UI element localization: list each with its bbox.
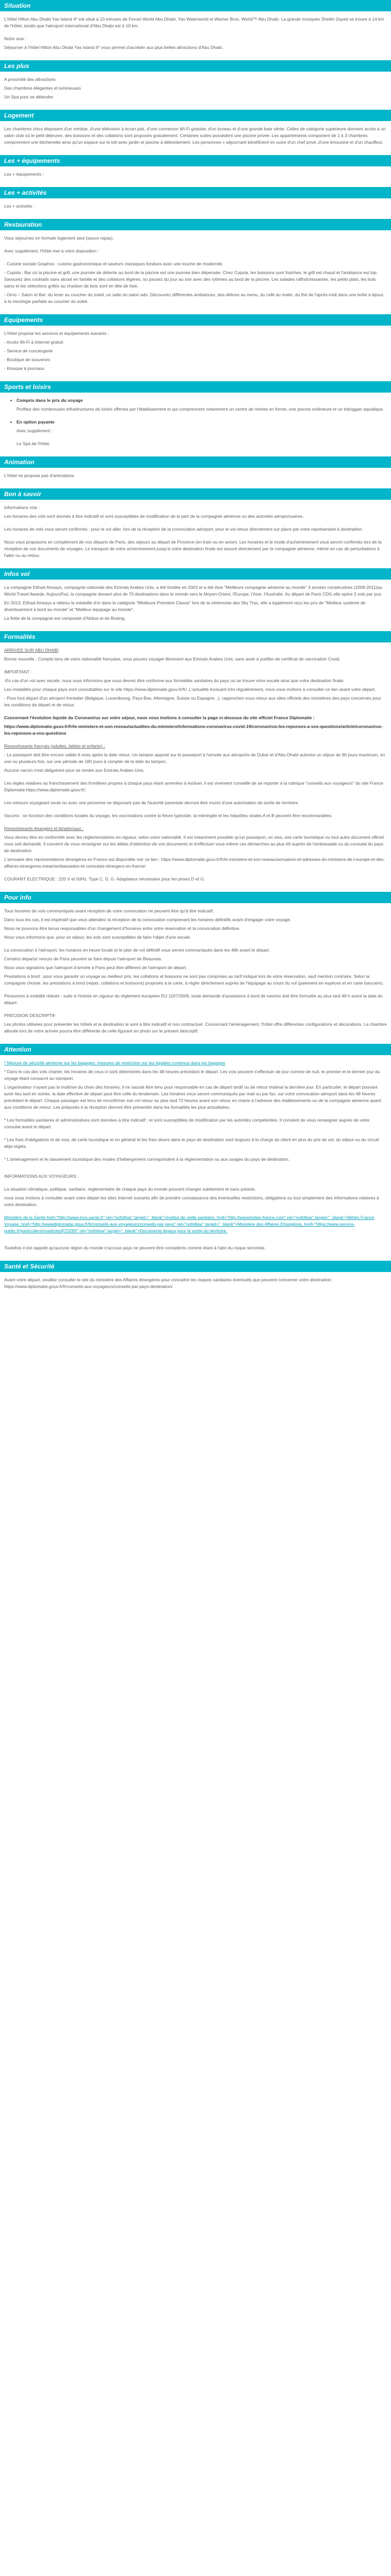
plus-section <box>0 60 391 110</box>
pourinfo-heading: PRECISION DESCRIPTIF <box>4 1013 56 1018</box>
section-title-pourinfo: Pour info <box>0 892 391 903</box>
situation-avis: Séjourner à l'hôtel Hilton Abu Dhabi Yas Island 4* vous permet d'accéder aux plus belles attractions d'Abu Dhabi. <box>4 45 223 50</box>
section-title-situation: Situation <box>0 0 391 11</box>
activites-plus-text: Les + activités : <box>4 204 35 209</box>
attention-text: * Dans le cas des vols charter, les horaires de ceux-ci sont déterminés dans les 48 heures précédant le départ. Les vols peuvent s'effectuer de jour comme de nuit, le premier et le dernier jour du voyage étant consacré au transport. <box>4 1069 380 1081</box>
formalites-heading: IMPORTANT : <box>4 669 32 674</box>
attention-text: nous vous invitons à consulter avant votre départ les sites Internet suivants afin de prendre connaissance des éventuelles restrictions, obligations ou tout simplement des informations relatives à votre destination. <box>4 1195 379 1207</box>
logement-section <box>0 110 391 155</box>
formalites-text: Les modalités pour chaque pays sont consultables sur le site https://www.diplomatie.gouv.fr/fr/. L'actualité évoluant très régulièrement, nous vous invitons à consulter ce lien avant votre départ. <box>4 687 376 692</box>
bonasavoir-text: Les horaires de vols vous seront confirmés : pour le vol aller, lors de la réception de la convocation aéroport, pour le vol retour directement sur place par votre représentant à destination. <box>4 527 363 532</box>
activites-plus-section <box>0 187 391 219</box>
situation-avis-label: Notre avis : <box>4 36 26 41</box>
infosvol-text: La flotte de la compagnie est composée d'Airbus et de Boeing. <box>4 616 126 621</box>
situation-text: L'hôtel Hilton Abu Dhabi Yas Island 4* est situé à 10 minutes de Ferrari World Abu Dhabi, Yas Waterworld et Warner Bros. World™ Abu Dhabi. La grande mosquée Sheikh Zayed se trouve à 14 km de l'hôtel, tandis que l'aéroport international d'Abu Dhabi est à 10 km. <box>4 16 384 28</box>
animation-text: L'hôtel ne propose pas d'animations. <box>4 473 75 478</box>
equipement-item: - Kiosque à journaux <box>4 366 44 371</box>
bonasavoir-section <box>0 488 391 568</box>
section-title-infosvol: Infos vol <box>0 568 391 580</box>
situation-section <box>0 0 391 60</box>
pourinfo-text: Nous vous signalons que l'aéroport d'arrivée à Paris peut être différent de l'aéroport de départ. <box>4 965 187 970</box>
attention-text: La situation climatique, politique, sanitaire, réglementaire de chaque pays du monde pouvant changer subitement et sans préavis. <box>4 1187 256 1192</box>
section-title-plus: Les plus <box>0 60 391 72</box>
formalites-text: - Le passeport doit être encore valide 6 mois après la date retour. Un tampon apposé sur le passeport à l'arrivée aux aéroports de Dubaï et d'Abu Dhabi autorise un séjour de 90 jours maximum, en une ou plusieurs fois, sur une période de 180 jours à compter de la date du tampon. <box>4 752 385 764</box>
restaurant-item: - Cupola : Bar où la piscine et grill, une journée de détente au bord de la piscine est une journée bien dépensée. Chez Cupola, les boissons sont fraîches, le grill est chaud et l'ambiance est top. Savourez des cocktails sans alcool en famille et des collations légères, ou passez du jour au soir avec des rythmes au bord de la piscine. Les salades raffraîchissantes, les petits plats, les bols sains et les sélections grillés au charbon de bois sont en tête de liste. <box>4 270 378 289</box>
infosvol-text: En 2013, Etihad Airways a obtenu la médaille d'or dans la catégorie "Meilleure Première Classe" lors de la cérémonie des Sky Trax, elle a également reçu les prix de "Meilleur système de divertissement à bord au monde" et "Meilleur équipage au monde". <box>4 600 366 612</box>
formalites-text-bold: Concernant l'évolution liquide du Coronavirus sur votre séjour, nous vous invitons à consulter la page ci-dessous du site officiel France Diplomatie : <box>4 715 315 720</box>
attention-text: * Les formalités sanitaires et administratives sont données à titre indicatif : et sont susceptibles de modification par les autorités compétentes. Il convient de vous renseigner auprès de votre consulat avant le départ. <box>4 1117 370 1129</box>
sante-text: Avant votre départ, veuillez consulter le site du ministère des Affaires étrangères pour connaître les risques sanitaires éventuels que peuvent concerner votre destination : https://www.diplomatie.gouv.fr/fr/conseils-aux-voyageurs/conseils-par-pays-destination/ <box>4 1277 334 1289</box>
equip-plus-text: Les + équipements : <box>4 172 44 177</box>
formalites-text: Vaccins : se fonction des conditions locales du voyage, les vaccinations contre la fièvre typhoïde, la méningite et les hépatites virales A et B peuvent être recommandées. <box>4 813 333 818</box>
attention-text: * L'aménagement et le classement touristique des modes d'hébergement correspondent à la réglementation ou aux usages du pays de destination. <box>4 1157 290 1162</box>
plus-item: Des chambres élégantes et lumineuses <box>4 86 81 91</box>
section-title-formalites: Formalités <box>0 631 391 642</box>
restaurant-item: - Cuisine sociale Graphox : cuisine gastronomique et saveurs classiques fondues avec une touche de modernité. <box>4 261 223 266</box>
bonasavoir-text: Les horaires des vols sont donnés à titre indicatif et sont susceptibles de modification de la part de la compagnie aérienne ou des autorités aéroportuaires. <box>4 514 304 519</box>
pourinfo-text: Tous horaires de vols communiqués avant réception de votre convocation ne peuvent être qu'à titre indicatif. <box>4 908 214 913</box>
formalites-text: Les règles relatives au franchissement des frontières propres à chaque pays étant amenées à évoluer, il est vivement conseillé de se reporter à la rubrique "conseils aux voyageurs" du site France Diplomatie.https://www.diplomatie.gouv.fr/. <box>4 781 384 792</box>
attention-links-ministeres[interactable]: Ministère de la Santé href="http://www.invs.sante.fr" rel="nofollow" target="_blank">Institut de veille sanitaire, href="http://wwwmeteo-france.com" rel="nofollow" target="_blank">Météo France Voyage, href="http://wwwdiplomatie.gouv.fr/fr/conseils-aux-voyageurs/conseils-par-pays" rel="nofollow" target="_blank">Ministère des Affaires Etrangères, href="https://www.service-public.fr/particuliers/vosdroits/F23283" rel="nofollow" target="_blank">Documents légaux pour la sortie du territoire. <box>4 1215 374 1233</box>
pourinfo-text: Personnes à mobilité réduite : suite à l'entrée en vigueur du règlement européen EU 1107/2006, toute demande d'assistance à bord de navires doit être formulée au plus tard 48 h avant la date du départ. <box>4 993 383 1005</box>
equipement-item: - Accès Wi-Fi à Internet gratuit <box>4 340 63 345</box>
section-title-equipements: Equipements <box>0 314 391 326</box>
attention-link-bagages[interactable]: * Mesure de sécurité aérienne sur les bagages: mesures de restriction sur les liquides contenus dans les bagages <box>4 1060 225 1065</box>
equipement-item: - Boutique de souvenirs <box>4 357 51 362</box>
restaurant-item: - Orno – Salon et Bar: du lever au coucher du soleil, un salle du salon ado. Découvrez différentes ambiances, des délices au menu, du café du matin, du thé de l'après-midi dans une boîte à bijoux à la mixologie parfaite au coucher du soleil. <box>4 292 384 304</box>
bonasavoir-text: Nous vous proposons en complément de nos départs de Paris, des séjours au départ de Province (en train ou en avion). Les horaires et le mode d'acheminement vous seront confirmés lors de la réception de vos documents de voyages. Le transport de votre acheminement jusqu'à votre destination finale est assuré directement par la compagnie aérienne, même en cas de perturbations à l'aller ou au retour. <box>4 539 382 558</box>
animation-section <box>0 456 391 488</box>
pourinfo-text: Prestations à bord : pour vous garantir un voyage au meilleur prix, les collations et boissons ne sont pas comprises au tarif indiqué lors de votre réservation, sauf mention contraire. Selon la compagnie choisie, les prestations à bord (repas, collations et boissons) proposés à la carte, à régler directement auprès de l'équipage au cours du vol (paiement en espèces et en carte bancaire). <box>4 974 384 986</box>
formalites-text: Bonne nouvelle : Compte tenu de votre nationalité française, vous pouvez voyager librement aux Emirats Arabes Unis, sans avoir à justifier de certificat de vaccination Covid. <box>4 656 341 662</box>
section-title-sante: Santé et Sécurité <box>0 1261 391 1272</box>
pourinfo-text: La convocation à l'aéroport, les horaires en heure locale et le plan de vol définitif vous seront communiqués dans les 48h avant le départ. <box>4 947 270 953</box>
pourinfo-section <box>0 892 391 1044</box>
formalites-text: - Pour tout départ d'un aéroport frontalier (Belgique, Luxembourg, Pays-Bas, Allemagne, Suisse ou Espagne...), rapprochez-vous retour aux sites officiels des ministères des pays concernés pour les conditions de départ et de retour. <box>4 696 381 707</box>
section-title-logement: Logement <box>0 110 391 121</box>
equipements-section <box>0 314 391 381</box>
formalites-text: Aucune vaccin n'est obligatoire pour se rendre aux Emirats Arabes Unis. <box>4 768 145 773</box>
formalites-text: -En cas d'un vol avec escale, nous vous informons que vous devrez être conforme aux formalités sanitaires du pays où se trouve votre escale ainsi que votre destination finale. <box>4 678 345 683</box>
sports-included <box>17 397 387 404</box>
formalites-text: Les mineurs voyageant seuls ou avec une personne ne disposant pas de l'autorité parentale devront être munis d'une autorisation de sortie de territoire. <box>4 800 299 805</box>
formalites-link-diplomatie[interactable]: https://www.diplomatie.gouv.fr/fr/le-ministere-et-son-reseau/actualites-du-ministere/informations-coronavirus-covid-19/coronavirus-les-reponses-a-vos-questions/article/coronavirus-les-reponses-a-vos-questions <box>4 724 383 736</box>
section-title-equip-plus: Les + équipements <box>0 155 391 166</box>
sports-list <box>4 419 387 426</box>
equipement-item: - Service de conciergerie <box>4 348 53 353</box>
sports-included-text: Profitez des nombreuses infrastructures de loisirs offertes par l'établissement et qui comprennent notamment un centre de remise en forme, une piscine extérieure et un toboggan aquatique. <box>17 406 384 412</box>
section-title-attention: Attention <box>0 1044 391 1055</box>
logement-text: Les chambres chics disposent d'un minibar, d'une télévision à écran plat, d'une connexion Wi-Fi gratuite, d'un bureau et d'une grande baie vitrée. Celles de catégorie supérieure donnent accès à un salon club où le petit-déjeuner, des boissons et des collations sont proposés gratuitement. Certaines suites possèdent une piscine privée. Les appartements comportent de 1 à 3 chambres comprennent une kitchenette ainsi qu'un espace sur le toit avec jardin et piscine à débordement. Les personnes « séjournant bénéficient en outre d'un chef privé, d'une limousine et d'un chauffeur. <box>4 126 386 145</box>
pourinfo-text: Les photos utilisées pour présenter les hôtels et la destination le sont à titre indicatif et non contractuel. Concernant l'aménagement, l'hôtel offre différentes configurations et décorations. La chambre allouée lors de votre arrivée pourra être différente de celle figurant en photo sur le présent descriptif. <box>4 1022 387 1033</box>
formalites-section <box>0 631 391 892</box>
plus-item: A proximité des attractions <box>4 77 56 82</box>
section-title-activites-plus: Les + activités <box>0 187 391 198</box>
section-title-restauration: Restauration <box>0 219 391 230</box>
restauration-formula: Vous séjournez en formule logement seul (sauce repas). <box>4 235 114 241</box>
infosvol-text: La compagnie Etihad Airways, compagnie nationale des Emirats Arabes Unis, a été fondée en 2003 et a été élue "Meilleure compagnie aérienne au monde" 3 années consécutives (2009-2011)au World Travel Awards. Aujourd'hui, la compagnie dessert plus de 70 destinations dans le monde vers le Moyen-Orient, l'Europe, l'Asie, l'Australie. Au départ de Paris CDG elle opère 2 vols par jour. <box>4 585 383 597</box>
sports-included-title: Compris dans le prix du voyage <box>17 398 83 403</box>
formalites-heading: ARRIVEE SUR ABU DHABI <box>4 648 59 653</box>
attention-text: L'organisateur n'ayant pas la maîtrise du choix des horaires, il ne saurait être tenu pour responsable en cas de départ tardif ou de retour matinal la dernière jour. En particulier, le départ pouvant avoir lieu tard en soirée, la date effective de départ peut être celle du lendemain. Les horaires vous seront communiqués par mail ou par fax, sur votre convocation aéroport dans les 48 heures précédant le départ. Chaque passager est tenu de reconfirmer son vol retour au plus tard 72 heures avant son retour en mairie à l'adresse des établissements ou de la compagnie aérienne quant aux conditions de retour. Les préposés à la réception devront être présentés dans les formalités les plus actualisées. <box>4 1084 381 1110</box>
pourinfo-text: Dans tous les cas, il est impératif que vous attendiez la réception de la convocation comprenant les horaires définitifs avant d'engager votre voyage. <box>4 917 291 922</box>
restauration-supplement: Avec supplément, l'hôtel met à votre disposition : <box>4 248 99 253</box>
equip-plus-section <box>0 155 391 187</box>
bonasavoir-label: Informations vols : <box>4 505 40 510</box>
equipements-intro: L'hôtel propose les services et équipements suivants : <box>4 331 109 336</box>
sports-option-spa: Le Spa de l'hôtel. <box>17 441 51 446</box>
section-title-sports: Sports et loisirs <box>0 381 391 393</box>
attention-text: * Les frais d'obligations et de visa, de carte touristique et en général et les frais divers dans le pays de destination sont toujours à la charge du client en plus du prix de vol, du séjour ou du circuit déjà réglés. <box>4 1137 379 1149</box>
sports-option-title: En option payante <box>17 419 55 425</box>
sports-list <box>4 397 387 404</box>
section-title-bonasavoir: Bon à savoir <box>0 488 391 500</box>
formalites-heading: Ressortissants français (adultes, bébés et enfants) : <box>4 743 105 749</box>
attention-text: Toutefois il est rappelé qu'aucune région du monde n'accuse pays ne peuvent être considérés comme étant à l'abri du risque terroriste. <box>4 1245 266 1250</box>
pourinfo-text: Nous vous informons que, pour ce séjour, les vols sont susceptibles de faire l'objet d'une escale. <box>4 935 191 940</box>
plus-item: Un Spa pour se détendre <box>4 94 53 99</box>
pourinfo-text: Certains départs/ retours de Paris peuvent se faire depuis l'aéroport de Beauvais. <box>4 956 162 961</box>
sante-section <box>0 1261 391 1299</box>
sports-section <box>0 381 391 456</box>
attention-heading: INFORMATIONS AUX VOYAGEURS : <box>4 1174 79 1179</box>
section-title-animation: Animation <box>0 456 391 468</box>
sports-option-text: Avec supplément : <box>17 428 53 433</box>
formalites-heading: Ressortissants étrangers et binationaux : <box>4 826 84 831</box>
infosvol-section <box>0 568 391 631</box>
formalites-text: COURANT ELECTRIQUE : 220 V et 50Hz. Type C, D, G. Adaptateur nécessaire pour les prises D et G. <box>4 876 205 882</box>
attention-section <box>0 1044 391 1261</box>
formalites-text: Vous devrez être en conformité avec les réglementations en vigueur, selon votre nationalité. Il est notamment possible qu'un passeport, un visa, une carte touristique ou tout autre document officiel vous soit demandé. Il convient de vous renseigner sur les délais d'obtention de vos documents et d'effectuer vous-même ces démarches au plus tôt auprès de l'ambassade ou du consulat du pays de destination. <box>4 835 384 853</box>
sports-option <box>17 419 387 426</box>
restauration-section <box>0 219 391 314</box>
formalites-text: L'annuaire des représentations étrangères en France est disponible voir ce lien : https://www.diplomatie.gouv.fr/fr/le-ministere-et-son-reseau/annuaires-et-adresses-du-ministere-de-l-europe-et-des-affaires-etrangeres-meae/ambassades-et-consulats-etrangers-en-france/ <box>4 857 385 869</box>
pourinfo-text: Nous ne pouvons être tenus responsables d'un changement d'horaires entre votre réservation et la convocation définitive. <box>4 926 240 931</box>
